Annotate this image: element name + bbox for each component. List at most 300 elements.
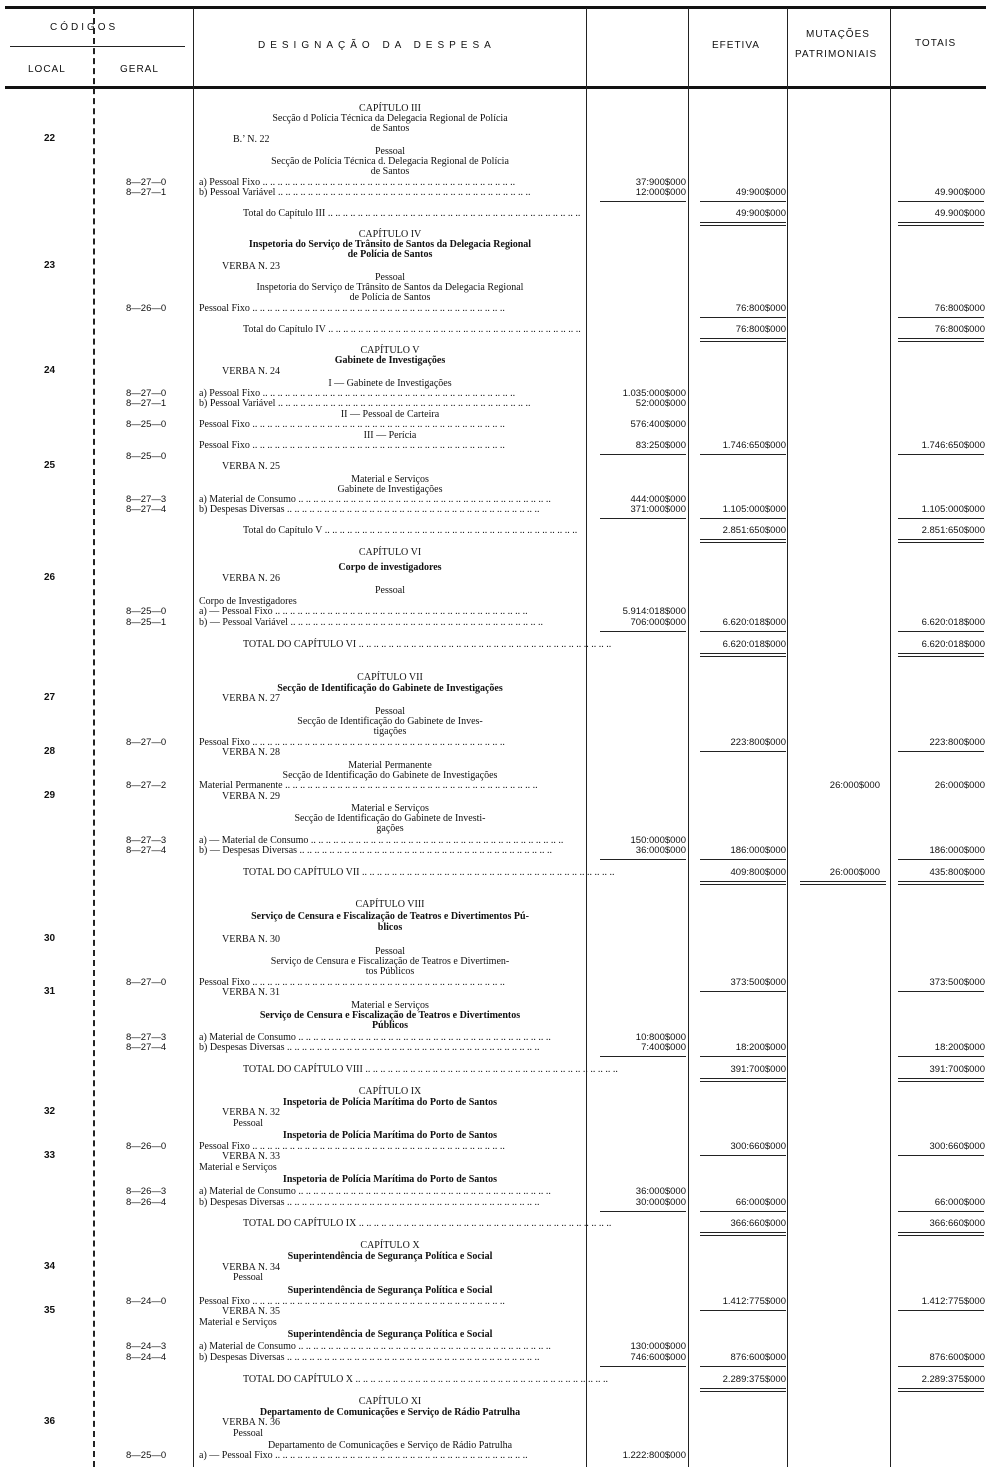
totais-underline bbox=[898, 454, 984, 455]
subtotal-underline bbox=[600, 1056, 686, 1057]
totais-underline bbox=[898, 1366, 984, 1367]
column-divider-local bbox=[93, 8, 95, 1467]
totais-underline bbox=[898, 751, 984, 752]
row-description bbox=[199, 845, 583, 856]
row-description bbox=[196, 292, 584, 303]
description-text: VERBA N. 36 bbox=[222, 1417, 281, 1428]
dot-leader: .. .. .. .. .. .. .. .. .. .. .. .. .. .. .. .. .. .. .. .. .. .. .. .. .. .. .. .. .. .. .. .. .. .. bbox=[260, 177, 516, 188]
row-description bbox=[222, 747, 280, 758]
row-description bbox=[243, 208, 583, 219]
local-code: 25 bbox=[44, 460, 56, 471]
geral-code: 8—26—3 bbox=[126, 1186, 167, 1197]
description-text: CAPÍTULO IX bbox=[358, 1086, 422, 1097]
geral-code: 8—25—0 bbox=[126, 1450, 167, 1461]
description-text: Gabinete de Investigações bbox=[337, 484, 443, 495]
geral-code: 8—27—0 bbox=[126, 177, 167, 188]
description-text: Pessoal Fixo bbox=[199, 419, 250, 430]
totais-value: 300:660$000 bbox=[929, 1141, 985, 1152]
row-description bbox=[243, 1218, 612, 1229]
description-text: TOTAL DO CAPÍTULO X bbox=[243, 1374, 354, 1385]
description-text: Pessoal bbox=[375, 146, 405, 157]
subtotal-value: 5.914:018$000 bbox=[622, 606, 686, 617]
efetiva-value: 373:500$000 bbox=[730, 977, 786, 988]
row-description bbox=[222, 934, 280, 945]
dot-leader: .. .. .. .. .. .. .. .. .. .. .. .. .. .. .. .. .. .. .. .. .. .. .. .. .. .. .. .. .. .. .. .. .. .. bbox=[353, 1374, 609, 1385]
dot-leader: .. .. .. .. .. .. .. .. .. .. .. .. .. .. .. .. .. .. .. .. .. .. .. .. .. .. .. .. .. .. .. .. .. .. bbox=[249, 1296, 505, 1307]
row-description bbox=[243, 324, 583, 335]
header-designacao: DESIGNAÇÃO DA DESPESA bbox=[258, 40, 496, 51]
dot-leader: .. .. .. .. .. .. .. .. .. .. .. .. .. .. .. .. .. .. .. .. .. .. .. .. .. .. .. .. .. .. .. .. .. .. bbox=[249, 440, 505, 451]
row-description bbox=[199, 1162, 277, 1173]
description-text: b) — Despesas Diversas bbox=[199, 845, 298, 856]
row-description bbox=[199, 1352, 583, 1363]
row-description bbox=[199, 440, 583, 451]
description-text: Material Permanente bbox=[348, 760, 432, 771]
description-text: VERBA N. 23 bbox=[222, 261, 281, 272]
local-code: 22 bbox=[44, 133, 56, 144]
efetiva-underline bbox=[700, 518, 786, 519]
mutacoes-value: 26:000$000 bbox=[829, 867, 880, 878]
dot-leader: .. .. .. .. .. .. .. .. .. .. .. .. .. .. .. .. .. .. .. .. .. .. .. .. .. .. .. .. .. .. .. .. .. .. bbox=[249, 419, 505, 430]
description-text: VERBA N. 31 bbox=[222, 987, 281, 998]
description-text: Pessoal Fixo bbox=[199, 1296, 250, 1307]
description-text: Superintendência de Segurança Política e Social bbox=[287, 1285, 493, 1296]
totais-underline bbox=[898, 1155, 984, 1156]
geral-code: 8—27—4 bbox=[126, 1042, 167, 1053]
row-description bbox=[222, 987, 280, 998]
description-text: VERBA N. 29 bbox=[222, 791, 281, 802]
row-description bbox=[233, 1272, 263, 1283]
local-code: 24 bbox=[44, 365, 56, 376]
efetiva-value: 76:800$000 bbox=[735, 324, 786, 335]
totais-underline bbox=[898, 991, 984, 992]
description-text: Pessoal bbox=[233, 1428, 263, 1439]
row-description bbox=[199, 398, 583, 409]
row-description bbox=[199, 780, 583, 791]
description-text: Superintendência de Segurança Política e Social bbox=[287, 1329, 493, 1340]
totais-value: 18:200$000 bbox=[934, 1042, 985, 1053]
description-text: gações bbox=[376, 823, 404, 834]
totais-value: 66:000$000 bbox=[934, 1197, 985, 1208]
column-divider-subtotal bbox=[688, 8, 689, 1467]
description-text: Departamento de Comunicações e Serviço de Rádio Patrulha bbox=[267, 1440, 513, 1451]
local-code: 31 bbox=[44, 986, 56, 997]
description-text: CAPÍTULO III bbox=[359, 103, 421, 114]
description-text: de Polícia de Santos bbox=[349, 292, 431, 303]
row-description bbox=[196, 966, 584, 977]
row-description bbox=[222, 1107, 280, 1118]
efetiva-value: 366:660$000 bbox=[730, 1218, 786, 1229]
description-text: VERBA N. 33 bbox=[222, 1151, 281, 1162]
description-text: VERBA N. 24 bbox=[222, 366, 281, 377]
subtotal-underline bbox=[600, 859, 686, 860]
geral-code: 8—27—3 bbox=[126, 835, 167, 846]
description-text: Total do Capítulo IV bbox=[243, 324, 326, 335]
local-code: 27 bbox=[44, 692, 56, 703]
row-description bbox=[196, 672, 584, 683]
row-description bbox=[196, 562, 584, 573]
efetiva-value: 18:200$000 bbox=[735, 1042, 786, 1053]
description-text: Secção de Identificação do Gabinete de Investigações bbox=[282, 770, 498, 781]
description-text: Secção de Identificação do Gabinete de Investigações bbox=[277, 683, 503, 694]
dot-leader: .. .. .. .. .. .. .. .. .. .. .. .. .. .. .. .. .. .. .. .. .. .. .. .. .. .. .. .. .. .. .. .. .. .. bbox=[275, 398, 531, 409]
row-description bbox=[196, 123, 584, 134]
efetiva-value: 6.620:018$000 bbox=[722, 617, 786, 628]
description-text: b) Despesas Diversas bbox=[199, 1042, 285, 1053]
efetiva-value: 409:800$000 bbox=[730, 867, 786, 878]
geral-code: 8—27—2 bbox=[126, 780, 167, 791]
row-description bbox=[222, 1306, 280, 1317]
description-text: Pessoal bbox=[233, 1272, 263, 1283]
description-text: a) Material de Consumo bbox=[199, 1186, 296, 1197]
description-text: b) Despesas Diversas bbox=[199, 1352, 285, 1363]
row-description bbox=[233, 1118, 263, 1129]
totais-value: 1.105:000$000 bbox=[921, 504, 985, 515]
geral-code: 8—27—1 bbox=[126, 398, 167, 409]
row-description bbox=[196, 823, 584, 834]
geral-code: 8—27—0 bbox=[126, 977, 167, 988]
description-text: Corpo de Investigadores bbox=[199, 596, 297, 607]
subtotal-value: 10:800$000 bbox=[635, 1032, 686, 1043]
row-description bbox=[222, 1151, 280, 1162]
dot-leader: .. .. .. .. .. .. .. .. .. .. .. .. .. .. .. .. .. .. .. .. .. .. .. .. .. .. .. .. .. .. .. .. .. .. bbox=[249, 977, 505, 988]
description-text: TOTAL DO CAPÍTULO VII bbox=[243, 867, 360, 878]
row-description bbox=[199, 606, 583, 617]
row-description bbox=[196, 1329, 584, 1340]
dot-leader: .. .. .. .. .. .. .. .. .. .. .. .. .. .. .. .. .. .. .. .. .. .. .. .. .. .. .. .. .. .. .. .. .. .. bbox=[322, 525, 578, 536]
local-code: 36 bbox=[44, 1416, 56, 1427]
efetiva-value: 391:700$000 bbox=[730, 1064, 786, 1075]
row-description bbox=[196, 585, 584, 596]
dot-leader: .. .. .. .. .. .. .. .. .. .. .. .. .. .. .. .. .. .. .. .. .. .. .. .. .. .. .. .. .. .. .. .. .. .. bbox=[295, 1032, 551, 1043]
efetiva-value: 1.412:775$000 bbox=[722, 1296, 786, 1307]
totais-underline bbox=[898, 1056, 984, 1057]
description-text: a) Material de Consumo bbox=[199, 1341, 296, 1352]
description-text: tigações bbox=[373, 726, 407, 737]
geral-code: 8—26—0 bbox=[126, 303, 167, 314]
totais-value: 76:800$000 bbox=[934, 324, 985, 335]
geral-code: 8—27—0 bbox=[126, 737, 167, 748]
description-text: Inspetoria de Polícia Marítima do Porto de Santos bbox=[282, 1174, 498, 1185]
totais-value: 366:660$000 bbox=[929, 1218, 985, 1229]
totais-value: 876:600$000 bbox=[929, 1352, 985, 1363]
row-description bbox=[199, 1042, 583, 1053]
subtotal-value: 12:000$000 bbox=[635, 187, 686, 198]
top-rule bbox=[5, 6, 986, 9]
efetiva-value: 76:800$000 bbox=[735, 303, 786, 314]
codigos-rule bbox=[10, 46, 185, 47]
totais-double-rule bbox=[898, 338, 984, 342]
row-description bbox=[196, 249, 584, 260]
header-mutacoes-line1: MUTAÇÕES bbox=[806, 29, 870, 40]
totais-double-rule bbox=[898, 653, 984, 657]
description-text: a) — Pessoal Fixo bbox=[199, 1450, 273, 1461]
row-description bbox=[199, 419, 583, 430]
geral-code: 8—24—3 bbox=[126, 1341, 167, 1352]
subtotal-value: 37:900$000 bbox=[635, 177, 686, 188]
dot-leader: .. .. .. .. .. .. .. .. .. .. .. .. .. .. .. .. .. .. .. .. .. .. .. .. .. .. .. .. .. .. .. .. .. .. bbox=[272, 1450, 528, 1461]
description-text: CAPÍTULO IV bbox=[358, 229, 422, 240]
subtotal-value: 130:000$000 bbox=[630, 1341, 686, 1352]
totais-underline bbox=[898, 1310, 984, 1311]
totais-value: 373:500$000 bbox=[929, 977, 985, 988]
dot-leader: .. .. .. .. .. .. .. .. .. .. .. .. .. .. .. .. .. .. .. .. .. .. .. .. .. .. .. .. .. .. .. .. .. .. bbox=[272, 606, 528, 617]
dot-leader: .. .. .. .. .. .. .. .. .. .. .. .. .. .. .. .. .. .. .. .. .. .. .. .. .. .. .. .. .. .. .. .. .. .. bbox=[284, 504, 540, 515]
geral-code: 8—26—4 bbox=[126, 1197, 167, 1208]
totais-value: 49.900$000 bbox=[934, 187, 985, 198]
description-text: Pessoal bbox=[233, 1118, 263, 1129]
row-description bbox=[199, 617, 583, 628]
efetiva-underline bbox=[700, 1155, 786, 1156]
description-text: III — Perícia bbox=[363, 430, 417, 441]
description-text: Pessoal bbox=[375, 706, 405, 717]
subtotal-underline bbox=[600, 1211, 686, 1212]
description-text: Pessoal Fixo bbox=[199, 1141, 250, 1152]
efetiva-value: 2.289:375$000 bbox=[722, 1374, 786, 1385]
subtotal-underline bbox=[600, 518, 686, 519]
mutacoes-value: 26:000$000 bbox=[829, 780, 880, 791]
row-description bbox=[222, 1417, 280, 1428]
row-description bbox=[222, 461, 280, 472]
subtotal-value: 1.222:800$000 bbox=[622, 1450, 686, 1461]
description-text: a) Pessoal Fixo bbox=[199, 177, 261, 188]
row-description bbox=[222, 261, 280, 272]
row-description bbox=[243, 1374, 609, 1385]
description-text: TOTAL DO CAPÍTULO IX bbox=[243, 1218, 357, 1229]
description-text: Pessoal bbox=[375, 272, 405, 283]
geral-code: 8—25—1 bbox=[126, 617, 167, 628]
row-description bbox=[196, 1396, 584, 1407]
totais-double-rule bbox=[898, 222, 984, 226]
totais-value: 435:800$000 bbox=[929, 867, 985, 878]
dot-leader: .. .. .. .. .. .. .. .. .. .. .. .. .. .. .. .. .. .. .. .. .. .. .. .. .. .. .. .. .. .. .. .. .. .. bbox=[325, 208, 581, 219]
dot-leader: .. .. .. .. .. .. .. .. .. .. .. .. .. .. .. .. .. .. .. .. .. .. .. .. .. .. .. .. .. .. .. .. .. .. bbox=[260, 388, 516, 399]
totais-double-rule bbox=[898, 1078, 984, 1082]
efetiva-value: 49:900$000 bbox=[735, 187, 786, 198]
local-code: 30 bbox=[44, 933, 56, 944]
totais-value: 1.412:775$000 bbox=[921, 1296, 985, 1307]
description-text: CAPÍTULO XI bbox=[358, 1396, 422, 1407]
row-description bbox=[196, 1285, 584, 1296]
totais-double-rule bbox=[898, 1232, 984, 1236]
efetiva-underline bbox=[700, 201, 786, 202]
row-description bbox=[243, 525, 583, 536]
description-text: Serviço de Censura e Fiscalização de Teatros e Divertimen- bbox=[270, 956, 510, 967]
local-code: 28 bbox=[44, 746, 56, 757]
totais-double-rule bbox=[898, 881, 984, 885]
efetiva-double-rule bbox=[700, 1388, 786, 1392]
description-text: VERBA N. 35 bbox=[222, 1306, 281, 1317]
description-text: VERBA N. 34 bbox=[222, 1262, 281, 1273]
description-text: a) Material de Consumo bbox=[199, 1032, 296, 1043]
local-code: 32 bbox=[44, 1106, 56, 1117]
row-description bbox=[233, 1428, 263, 1439]
description-text: VERBA N. 27 bbox=[222, 693, 281, 704]
dot-leader: .. .. .. .. .. .. .. .. .. .. .. .. .. .. .. .. .. .. .. .. .. .. .. .. .. .. .. .. .. .. .. .. .. .. bbox=[284, 1197, 540, 1208]
description-text: blicos bbox=[377, 922, 403, 933]
column-divider-mutacoes bbox=[890, 8, 891, 1467]
geral-code: 8—24—0 bbox=[126, 1296, 167, 1307]
description-text: b) Pessoal Variável bbox=[199, 187, 276, 198]
efetiva-double-rule bbox=[700, 539, 786, 543]
row-description bbox=[196, 1086, 584, 1097]
totais-value: 223:800$000 bbox=[929, 737, 985, 748]
totais-value: 2.289:375$000 bbox=[921, 1374, 985, 1385]
description-text: Secção d Polícia Técnica da Delegacia Regional de Polícia bbox=[272, 113, 508, 124]
efetiva-underline bbox=[700, 991, 786, 992]
efetiva-underline bbox=[700, 859, 786, 860]
efetiva-underline bbox=[700, 454, 786, 455]
efetiva-value: 1.746:650$000 bbox=[722, 440, 786, 451]
row-description bbox=[233, 134, 269, 145]
description-text: Gabinete de Investigações bbox=[334, 355, 446, 366]
subtotal-value: 1.035:000$000 bbox=[622, 388, 686, 399]
description-text: II — Pessoal de Carteira bbox=[340, 409, 440, 420]
description-text: Material e Serviços bbox=[351, 1000, 429, 1011]
description-text: a) — Material de Consumo bbox=[199, 835, 309, 846]
subtotal-value: 150:000$000 bbox=[630, 835, 686, 846]
totais-value: 186:000$000 bbox=[929, 845, 985, 856]
description-text: b) Despesas Diversas bbox=[199, 504, 285, 515]
description-text: Material e Serviços bbox=[199, 1162, 277, 1173]
totais-double-rule bbox=[898, 539, 984, 543]
row-description bbox=[199, 1186, 583, 1197]
totais-underline bbox=[898, 859, 984, 860]
efetiva-value: 2.851:650$000 bbox=[722, 525, 786, 536]
totais-underline bbox=[898, 631, 984, 632]
geral-code: 8—26—0 bbox=[126, 1141, 167, 1152]
row-description bbox=[196, 166, 584, 177]
totais-underline bbox=[898, 317, 984, 318]
description-text: Serviço de Censura e Fiscalização de Teatros e Divertimentos Pú- bbox=[251, 911, 529, 922]
description-text: Material e Serviços bbox=[351, 803, 429, 814]
description-text: Secção de Identificação do Gabinete de Inves- bbox=[297, 716, 483, 727]
description-text: CAPÍTULO X bbox=[360, 1240, 420, 1251]
row-description bbox=[196, 355, 584, 366]
description-text: Pessoal Fixo bbox=[199, 737, 250, 748]
description-text: I — Gabinete de Investigações bbox=[328, 378, 452, 389]
description-text: B.’ N. 22 bbox=[233, 134, 270, 145]
geral-code: 8—25—0 bbox=[126, 419, 167, 430]
column-divider-geral bbox=[193, 8, 194, 1467]
description-text: Material e Serviços bbox=[199, 1317, 277, 1328]
efetiva-double-rule bbox=[700, 881, 786, 885]
local-code: 26 bbox=[44, 572, 56, 583]
totais-value: 2.851:650$000 bbox=[921, 525, 985, 536]
efetiva-underline bbox=[700, 631, 786, 632]
totais-value: 49.900$000 bbox=[934, 208, 985, 219]
totais-underline bbox=[898, 518, 984, 519]
description-text: Material e Serviços bbox=[351, 474, 429, 485]
description-text: CAPÍTULO VII bbox=[357, 672, 423, 683]
row-description bbox=[196, 726, 584, 737]
local-code: 35 bbox=[44, 1305, 56, 1316]
dot-leader: .. .. .. .. .. .. .. .. .. .. .. .. .. .. .. .. .. .. .. .. .. .. .. .. .. .. .. .. .. .. .. .. .. .. bbox=[295, 1341, 551, 1352]
header-geral: GERAL bbox=[120, 64, 159, 75]
row-description bbox=[196, 1240, 584, 1251]
totais-value: 26:000$000 bbox=[934, 780, 985, 791]
geral-code: 8—27—4 bbox=[126, 845, 167, 856]
description-text: CAPÍTULO VI bbox=[358, 547, 422, 558]
efetiva-value: 1.105:000$000 bbox=[722, 504, 786, 515]
description-text: CAPÍTULO VIII bbox=[355, 899, 425, 910]
subtotal-value: 576:400$000 bbox=[630, 419, 686, 430]
efetiva-value: 186:000$000 bbox=[730, 845, 786, 856]
description-text: a) — Pessoal Fixo bbox=[199, 606, 273, 617]
totais-underline bbox=[898, 201, 984, 202]
row-description bbox=[196, 1020, 584, 1031]
row-description bbox=[199, 303, 583, 314]
description-text: Secção de Identificação do Gabinete de Investi- bbox=[294, 813, 486, 824]
dot-leader: .. .. .. .. .. .. .. .. .. .. .. .. .. .. .. .. .. .. .. .. .. .. .. .. .. .. .. .. .. .. .. .. .. .. bbox=[325, 324, 581, 335]
subtotal-value: 444:000$000 bbox=[630, 494, 686, 505]
geral-code: 8—25—0 bbox=[126, 606, 167, 617]
row-description bbox=[199, 187, 583, 198]
geral-code: 8—27—0 bbox=[126, 388, 167, 399]
description-text: Total do Capítulo V bbox=[243, 525, 323, 536]
mutacoes-double-rule bbox=[800, 881, 886, 885]
dot-leader: .. .. .. .. .. .. .. .. .. .. .. .. .. .. .. .. .. .. .. .. .. .. .. .. .. .. .. .. .. .. .. .. .. .. bbox=[284, 1042, 540, 1053]
row-description bbox=[222, 693, 280, 704]
description-text: TOTAL DO CAPÍTULO VIII bbox=[243, 1064, 363, 1075]
description-text: VERBA N. 26 bbox=[222, 573, 281, 584]
dot-leader: .. .. .. .. .. .. .. .. .. .. .. .. .. .. .. .. .. .. .. .. .. .. .. .. .. .. .. .. .. .. .. .. .. .. bbox=[249, 737, 505, 748]
description-text: VERBA N. 30 bbox=[222, 934, 281, 945]
description-text: Total do Capítulo III bbox=[243, 208, 326, 219]
description-text: VERBA N. 28 bbox=[222, 747, 281, 758]
description-text: de Santos bbox=[370, 123, 410, 134]
description-text: Inspetoria de Polícia Marítima do Porto de Santos bbox=[282, 1130, 498, 1141]
subtotal-value: 83:250$000 bbox=[635, 440, 686, 451]
header-local: LOCAL bbox=[28, 64, 66, 75]
description-text: Inspetoria do Serviço de Trânsito de Santos da Delegacia Regional bbox=[256, 282, 524, 293]
efetiva-value: 6.620:018$000 bbox=[722, 639, 786, 650]
row-description bbox=[199, 1341, 583, 1352]
efetiva-value: 300:660$000 bbox=[730, 1141, 786, 1152]
subtotal-value: 7:400$000 bbox=[641, 1042, 686, 1053]
subtotal-value: 36:000$000 bbox=[635, 845, 686, 856]
description-text: Material Permanente bbox=[199, 780, 283, 791]
row-description bbox=[243, 1064, 618, 1075]
subtotal-value: 746:600$000 bbox=[630, 1352, 686, 1363]
dot-leader: .. .. .. .. .. .. .. .. .. .. .. .. .. .. .. .. .. .. .. .. .. .. .. .. .. .. .. .. .. .. .. .. .. .. bbox=[249, 303, 505, 314]
description-text: Inspetoria do Serviço de Trânsito de Santos da Delegacia Regional bbox=[248, 239, 532, 250]
dot-leader: .. .. .. .. .. .. .. .. .. .. .. .. .. .. .. .. .. .. .. .. .. .. .. .. .. .. .. .. .. .. .. .. .. .. bbox=[249, 1141, 505, 1152]
totais-underline bbox=[898, 1211, 984, 1212]
geral-code: 8—27—3 bbox=[126, 494, 167, 505]
description-text: Inspetoria de Polícia Marítima do Porto de Santos bbox=[282, 1097, 498, 1108]
totais-value: 76:800$000 bbox=[934, 303, 985, 314]
description-text: VERBA N. 25 bbox=[222, 461, 281, 472]
local-code: 23 bbox=[44, 260, 56, 271]
row-description bbox=[196, 911, 584, 922]
dot-leader: .. .. .. .. .. .. .. .. .. .. .. .. .. .. .. .. .. .. .. .. .. .. .. .. .. .. .. .. .. .. .. .. .. .. bbox=[362, 1064, 618, 1075]
description-text: tos Públicos bbox=[365, 966, 415, 977]
totais-value: 6.620:018$000 bbox=[921, 639, 985, 650]
description-text: Pessoal bbox=[375, 946, 405, 957]
row-description bbox=[222, 573, 280, 584]
subtotal-value: 36:000$000 bbox=[635, 1186, 686, 1197]
dot-leader: .. .. .. .. .. .. .. .. .. .. .. .. .. .. .. .. .. .. .. .. .. .. .. .. .. .. .. .. .. .. .. .. .. .. bbox=[284, 1352, 540, 1363]
efetiva-double-rule bbox=[700, 1232, 786, 1236]
dot-leader: .. .. .. .. .. .. .. .. .. .. .. .. .. .. .. .. .. .. .. .. .. .. .. .. .. .. .. .. .. .. .. .. .. .. bbox=[295, 494, 551, 505]
efetiva-value: 876:600$000 bbox=[730, 1352, 786, 1363]
header-mutacoes-line2: PATRIMONIAIS bbox=[795, 49, 878, 60]
efetiva-underline bbox=[700, 1211, 786, 1212]
subtotal-underline bbox=[600, 631, 686, 632]
dot-leader: .. .. .. .. .. .. .. .. .. .. .. .. .. .. .. .. .. .. .. .. .. .. .. .. .. .. .. .. .. .. .. .. .. .. bbox=[356, 1218, 612, 1229]
description-text: Departamento de Comunicações e Serviço de Rádio Patrulha bbox=[259, 1407, 521, 1418]
